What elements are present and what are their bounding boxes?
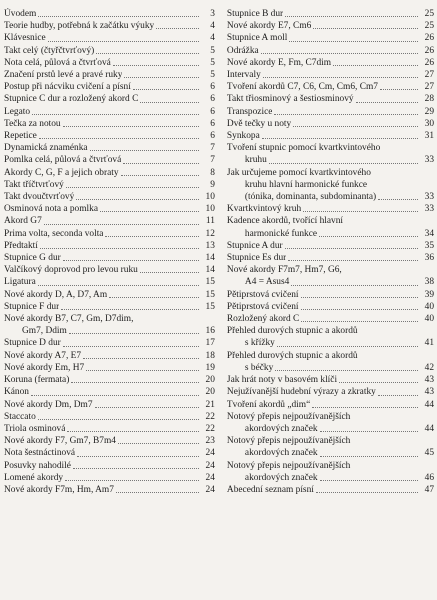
toc-entry[interactable] [4, 386, 215, 398]
toc-entry-title: Koruna (fermata) [4, 375, 70, 386]
toc-page-number: 24 [205, 472, 215, 483]
toc-page-number: 43 [424, 375, 434, 386]
toc-entry[interactable] [4, 240, 215, 252]
dot-leader [95, 407, 199, 408]
toc-page-number: 25 [424, 9, 434, 19]
toc-entry[interactable] [4, 130, 215, 142]
dot-leader [48, 41, 199, 42]
toc-page-number: 18 [205, 350, 215, 361]
dot-leader [269, 163, 418, 164]
toc-entry[interactable] [227, 386, 434, 398]
toc-page-number: 29 [424, 106, 434, 117]
dot-leader [38, 419, 199, 420]
toc-entry-title-line: Notový přepis nejpoužívanějších [226, 436, 351, 447]
dot-leader [140, 272, 199, 273]
toc-page-number: 6 [210, 118, 215, 129]
toc-page-number: 6 [210, 131, 215, 142]
toc-entry-title: Rozložený akord C [226, 314, 300, 325]
toc-page-number: 7 [210, 143, 215, 154]
toc-page-number: 24 [205, 460, 215, 471]
toc-entry[interactable] [227, 20, 434, 32]
toc-page-number: 27 [424, 82, 434, 93]
toc-entry-title: Stupnice G dur [4, 253, 61, 264]
toc-entry[interactable] [4, 118, 215, 130]
toc-page-number: 27 [424, 70, 434, 81]
dot-leader [289, 41, 418, 42]
toc-page-number: 15 [205, 289, 215, 300]
toc-entry-title: Akordy C, G, F a jejich obraty [4, 167, 119, 178]
toc-entry[interactable] [227, 57, 434, 69]
toc-page-number: 9 [210, 179, 215, 190]
toc-entry[interactable] [227, 399, 434, 411]
toc-page-number: 5 [210, 45, 215, 56]
toc-entry-title: Předtaktí [4, 240, 38, 251]
toc-entry[interactable] [227, 484, 434, 496]
toc-entry-title: Nové akordy E7, Cm6 [226, 21, 312, 32]
toc-entry[interactable] [227, 106, 434, 118]
toc-entry[interactable] [227, 313, 434, 325]
toc-entry-title: Synkopa [226, 131, 260, 142]
toc-entry-title: Nové akordy A7, E7 [4, 350, 82, 361]
toc-entry-title: Tvoření akordů C7, C6, Cm, Cm6, Cm7 [226, 82, 378, 93]
toc-entry-title: Takt tříčtvrťový [4, 179, 64, 190]
toc-entry[interactable] [227, 289, 434, 301]
toc-entry-title: Stupnice A moll [226, 33, 288, 44]
toc-page-number: 7 [210, 155, 215, 166]
dot-leader [77, 456, 199, 457]
toc-entry-title: Úvodem [4, 9, 37, 19]
toc-entry[interactable] [4, 20, 215, 32]
dot-leader [274, 114, 418, 115]
dot-leader [61, 309, 199, 310]
toc-entry-title: Nové akordy D, A, D7, Am [4, 289, 108, 300]
toc-entry-title: Valčíkový doprovod pro levou ruku [4, 265, 138, 276]
toc-entry-title: Kánon [4, 387, 29, 398]
toc-entry-title: Jak hrát noty v basovém klíči [226, 375, 338, 386]
toc-entry-title: Takt celý (čtyřčtvrťový) [4, 45, 95, 56]
toc-page-number: 26 [424, 33, 434, 44]
dot-leader [320, 456, 418, 457]
dot-leader [262, 138, 418, 139]
toc-entry[interactable] [227, 81, 434, 93]
dot-leader [118, 443, 199, 444]
toc-entry-title: Nové akordy F7, Gm7, B7m4 [4, 436, 116, 447]
toc-page-number: 22 [205, 423, 215, 434]
toc-entry-title-line: Jak určujeme pomocí kvartkvintového [226, 167, 371, 178]
toc-entry[interactable] [4, 228, 215, 240]
dot-leader [124, 77, 198, 78]
toc-page-number: 36 [424, 253, 434, 264]
toc-entry[interactable] [4, 423, 215, 435]
toc-entry-title: Nejužívanější hudební výrazy a zkratky [226, 387, 376, 398]
toc-page-number: 33 [424, 204, 434, 215]
toc-page-number: 23 [205, 436, 215, 447]
dot-leader [339, 382, 418, 383]
dot-leader [312, 407, 418, 408]
toc-page-number: 5 [210, 57, 215, 68]
toc-entry[interactable] [227, 460, 434, 484]
toc-page-number: 35 [424, 240, 434, 251]
dot-leader [38, 16, 199, 17]
toc-entry[interactable] [4, 264, 215, 276]
toc-entry[interactable] [227, 240, 434, 252]
toc-entry-title: Ligatura [4, 277, 36, 288]
toc-entry-title: Teorie hudby, potřebná k začátku výuky [4, 21, 155, 32]
toc-entry-title: Staccato [4, 411, 36, 422]
toc-entry-title: Stupnice Es dur [226, 253, 287, 264]
dot-leader [96, 53, 199, 54]
toc-entry-title: Postup při nácviku cvičení a písní [4, 82, 131, 93]
toc-entry[interactable] [227, 264, 434, 288]
dot-leader [109, 297, 199, 298]
toc-entry-title: Stupnice C dur a rozložený akord C [4, 94, 139, 105]
dot-leader [63, 126, 199, 127]
toc-entry-title: Lomené akordy [4, 472, 64, 483]
toc-entry-title: Repetice [4, 131, 37, 142]
toc-entry-title: Nota celá, půlová a čtvrťová [4, 57, 111, 68]
toc-entry-title-line: akordových značek [244, 448, 318, 459]
toc-entry[interactable] [227, 203, 434, 215]
toc-entry[interactable] [4, 460, 215, 472]
toc-page-number: 20 [205, 375, 215, 386]
dot-leader [320, 431, 418, 432]
toc-page-number: 5 [210, 70, 215, 81]
toc-entry-title: Tvoření akordů „dim“ [226, 399, 311, 410]
toc-entry[interactable] [4, 57, 215, 69]
toc-page-number: 24 [205, 484, 215, 495]
toc-entry[interactable] [4, 8, 215, 20]
toc-page-number: 40 [424, 301, 434, 312]
toc-page-number: 10 [205, 204, 215, 215]
toc-entry[interactable] [4, 69, 215, 81]
toc-page-number: 6 [210, 82, 215, 93]
toc-entry-title-line: akordových značek [244, 423, 318, 434]
toc-page-number: 6 [210, 106, 215, 117]
dot-leader [39, 138, 199, 139]
toc-entry[interactable] [4, 374, 215, 386]
toc-entry-title: Pětiprstová cvičení [226, 301, 299, 312]
toc-entry-title-line: A4 = Asus4 [244, 277, 290, 288]
toc-entry[interactable] [227, 215, 434, 239]
toc-entry-title-line: kruhu [244, 155, 267, 166]
toc-entry-title-line: harmonické funkce [244, 228, 318, 239]
toc-entry[interactable] [4, 447, 215, 459]
toc-entry-title: Stupnice B dur [226, 9, 284, 19]
dot-leader [293, 126, 418, 127]
toc-entry[interactable] [4, 313, 215, 337]
dot-leader [116, 492, 199, 493]
toc-entry[interactable] [4, 435, 215, 447]
toc-entry[interactable] [4, 179, 215, 191]
toc-entry[interactable] [4, 81, 215, 93]
toc-entry-title: Legato [4, 106, 31, 117]
toc-page-number: 41 [424, 338, 434, 349]
dot-leader [319, 236, 418, 237]
toc-entry-title: Klávesnice [4, 33, 46, 44]
toc-entry-title: Dynamická znaménka [4, 143, 88, 154]
toc-entry-title: Akord G7 [4, 216, 42, 227]
toc-entry[interactable] [227, 374, 434, 386]
toc-entry-title-line: Notový přepis nejpoužívanějších [226, 460, 351, 471]
toc-entry[interactable] [4, 215, 215, 227]
toc-entry[interactable] [4, 411, 215, 423]
toc-entry-title: Transpozice [226, 106, 273, 117]
toc-entry[interactable] [227, 8, 434, 20]
dot-leader [156, 28, 199, 29]
toc-page-number: 17 [205, 338, 215, 349]
toc-entry[interactable] [227, 411, 434, 435]
toc-entry-title-line: kruhu hlavní harmonické funkce [244, 179, 368, 190]
toc-right-column [227, 8, 434, 600]
dot-leader [63, 346, 199, 347]
toc-entry-title-line: Tvoření stupnic pomocí kvartkvintového [226, 143, 381, 154]
toc-entry-title-line: Kadence akordů, tvořící hlavní [226, 216, 344, 227]
dot-leader [31, 395, 199, 396]
toc-entry-title-line: Nové akordy B7, C7, Gm, D7dim, [4, 314, 134, 325]
toc-entry[interactable] [227, 301, 434, 313]
dot-leader [378, 395, 418, 396]
toc-page-number: 22 [205, 411, 215, 422]
dot-leader [44, 224, 199, 225]
dot-leader [303, 211, 418, 212]
toc-entry-title-line: s křížky [244, 338, 275, 349]
toc-entry-title-line: akordových značek [244, 472, 318, 483]
dot-leader [301, 309, 418, 310]
toc-page-number: 44 [424, 423, 434, 434]
toc-entry-title: Stupnice D dur [4, 338, 61, 349]
dot-leader [32, 114, 199, 115]
dot-leader [380, 89, 418, 90]
toc-page-number: 4 [210, 33, 215, 44]
toc-entry[interactable] [4, 106, 215, 118]
toc-page-number: 20 [205, 387, 215, 398]
toc-entry-title: Abecední seznam písní [226, 484, 314, 495]
toc-page-number: 31 [424, 131, 434, 142]
dot-leader [73, 468, 199, 469]
toc-entry-title: Tečka za notou [4, 118, 61, 129]
toc-page-number: 47 [424, 484, 434, 495]
toc-entry[interactable] [4, 167, 215, 179]
toc-entry[interactable] [4, 191, 215, 203]
toc-entry-title: Dvě tečky u noty [226, 118, 292, 129]
toc-page-number: 21 [205, 399, 215, 410]
dot-leader [123, 163, 199, 164]
toc-page-number: 33 [424, 192, 434, 203]
toc-page-number: 13 [205, 240, 215, 251]
toc-entry-title: Prima volta, seconda volta [4, 228, 104, 239]
toc-page-number: 15 [205, 277, 215, 288]
dot-leader [66, 187, 199, 188]
toc-entry-title: Osminová nota a pomlka [4, 204, 98, 215]
dot-leader [288, 260, 418, 261]
toc-page-number: 26 [424, 45, 434, 56]
toc-entry[interactable] [4, 93, 215, 105]
dot-leader [320, 480, 418, 481]
toc-page-number: 11 [205, 216, 215, 227]
toc-entry-title-line: Nové akordy F7m7, Hm7, G6, [226, 265, 342, 276]
toc-entry[interactable] [227, 130, 434, 142]
toc-entry[interactable] [227, 350, 434, 374]
dot-leader [285, 248, 418, 249]
dot-leader [63, 260, 199, 261]
toc-entry-title: Stupnice F dur [4, 301, 60, 312]
toc-entry[interactable] [4, 484, 215, 496]
toc-entry-title: Pětiprstová cvičení [226, 289, 299, 300]
toc-entry[interactable] [227, 252, 434, 264]
toc-page-number: 26 [424, 57, 434, 68]
toc-page-number: 19 [205, 362, 215, 373]
toc-entry-title-line: Notový přepis nejpoužívanějších [226, 411, 351, 422]
toc-page-number: 4 [210, 21, 215, 32]
toc-page-number: 33 [424, 155, 434, 166]
dot-leader [121, 175, 199, 176]
toc-entry[interactable] [227, 69, 434, 81]
dot-leader [38, 285, 199, 286]
toc-left-column [3, 8, 215, 600]
toc-entry-title-line: Přehled durových stupnic a akordů [226, 326, 358, 337]
toc-entry-title: Nové akordy F7m, Hm, Am7 [4, 484, 114, 495]
toc-entry[interactable] [4, 142, 215, 154]
toc-entry-title: Stupnice A dur [226, 240, 283, 251]
toc-entry[interactable] [227, 435, 434, 459]
toc-entry[interactable] [227, 32, 434, 44]
toc-entry-title: Takt třiosminový a šestiosminový [226, 94, 354, 105]
dot-leader [291, 285, 418, 286]
dot-leader [301, 321, 418, 322]
toc-page-number: 10 [205, 192, 215, 203]
toc-page-number: 6 [210, 94, 215, 105]
toc-entry-title: Nové akordy Em, H7 [4, 362, 85, 373]
toc-page-number: 14 [205, 253, 215, 264]
dot-leader [356, 102, 418, 103]
dot-leader [65, 480, 199, 481]
toc-entry[interactable] [4, 276, 215, 288]
toc-page-number: 25 [424, 21, 434, 32]
toc-entry[interactable] [227, 118, 434, 130]
toc-page-number: 40 [424, 314, 434, 325]
toc-entry-title: Triola osminová [4, 423, 66, 434]
dot-leader [71, 382, 199, 383]
toc-page-number: 28 [424, 94, 434, 105]
toc-entry[interactable] [227, 325, 434, 349]
toc-entry[interactable] [4, 154, 215, 166]
dot-leader [90, 150, 199, 151]
toc-entry-title-line: s béčky [244, 362, 274, 373]
toc-entry[interactable] [4, 203, 215, 215]
toc-page-number: 43 [424, 387, 434, 398]
dot-leader [67, 431, 199, 432]
toc-entry-title: Kvartkvintový kruh [226, 204, 302, 215]
dot-leader [40, 248, 199, 249]
dot-leader [333, 65, 418, 66]
toc-page-number: 8 [210, 167, 215, 178]
dot-leader [86, 370, 199, 371]
toc-entry-title: Značení prstů levé a pravé ruky [4, 70, 123, 81]
dot-leader [275, 370, 418, 371]
dot-leader [133, 89, 199, 90]
toc-entry[interactable] [4, 472, 215, 484]
dot-leader [140, 102, 199, 103]
toc-page-number: 3 [210, 9, 215, 19]
dot-leader [301, 297, 418, 298]
dot-leader [76, 199, 199, 200]
toc-entry-title-line: (tónika, dominanta, subdominanta) [244, 192, 377, 203]
toc-entry[interactable] [227, 142, 434, 166]
toc-entry[interactable] [4, 362, 215, 374]
toc-page-number: 38 [424, 277, 434, 288]
toc-entry[interactable] [4, 350, 215, 362]
dot-leader [285, 16, 418, 17]
toc-page-number: 44 [424, 399, 434, 410]
toc-entry-title: Odrážka [226, 45, 259, 56]
toc-page-number: 24 [205, 448, 215, 459]
dot-leader [105, 236, 198, 237]
toc-entry-title: Intervaly [226, 70, 261, 81]
toc-page-number: 46 [424, 472, 434, 483]
toc-page-number: 12 [205, 228, 215, 239]
dot-leader [378, 199, 418, 200]
toc-entry-title: Nota šestnáctinová [4, 448, 76, 459]
toc-page-number: 34 [424, 228, 434, 239]
toc-entry[interactable] [4, 399, 215, 411]
toc-page-number: 45 [424, 448, 434, 459]
toc-page-number: 16 [205, 326, 215, 337]
toc-entry-title: Takt dvoučtvrťový [4, 192, 75, 203]
dot-leader [261, 53, 418, 54]
toc-entry[interactable] [227, 45, 434, 57]
toc-entry[interactable] [4, 252, 215, 264]
dot-leader [100, 211, 199, 212]
toc-entry-title: Pomlka celá, půlová a čtvrťová [4, 155, 122, 166]
toc-entry-title-line: Přehled durových stupnic a akordů [226, 350, 358, 361]
dot-leader [69, 333, 199, 334]
dot-leader [277, 346, 418, 347]
toc-entry[interactable] [4, 289, 215, 301]
toc-page-number: 15 [205, 301, 215, 312]
toc-entry[interactable] [4, 45, 215, 57]
toc-page-number: 30 [424, 118, 434, 129]
toc-page-number: 14 [205, 265, 215, 276]
toc-entry[interactable] [227, 167, 434, 204]
dot-leader [316, 492, 418, 493]
toc-page-number: 42 [424, 362, 434, 373]
toc-entry[interactable] [4, 337, 215, 349]
dot-leader [263, 77, 418, 78]
toc-entry[interactable] [4, 32, 215, 44]
dot-leader [313, 28, 418, 29]
toc-entry[interactable] [227, 93, 434, 105]
toc-entry-title-line: Gm7, Ddim [22, 326, 67, 337]
toc-entry-title: Nové akordy Dm, Dm7 [4, 399, 93, 410]
toc-entry-title: Nové akordy E, Fm, C7dim [226, 57, 332, 68]
dot-leader [83, 358, 199, 359]
toc-entry-title: Posuvky nahodilé [4, 460, 71, 471]
toc-page-number: 39 [424, 289, 434, 300]
dot-leader [113, 65, 199, 66]
toc-entry[interactable] [4, 301, 215, 313]
